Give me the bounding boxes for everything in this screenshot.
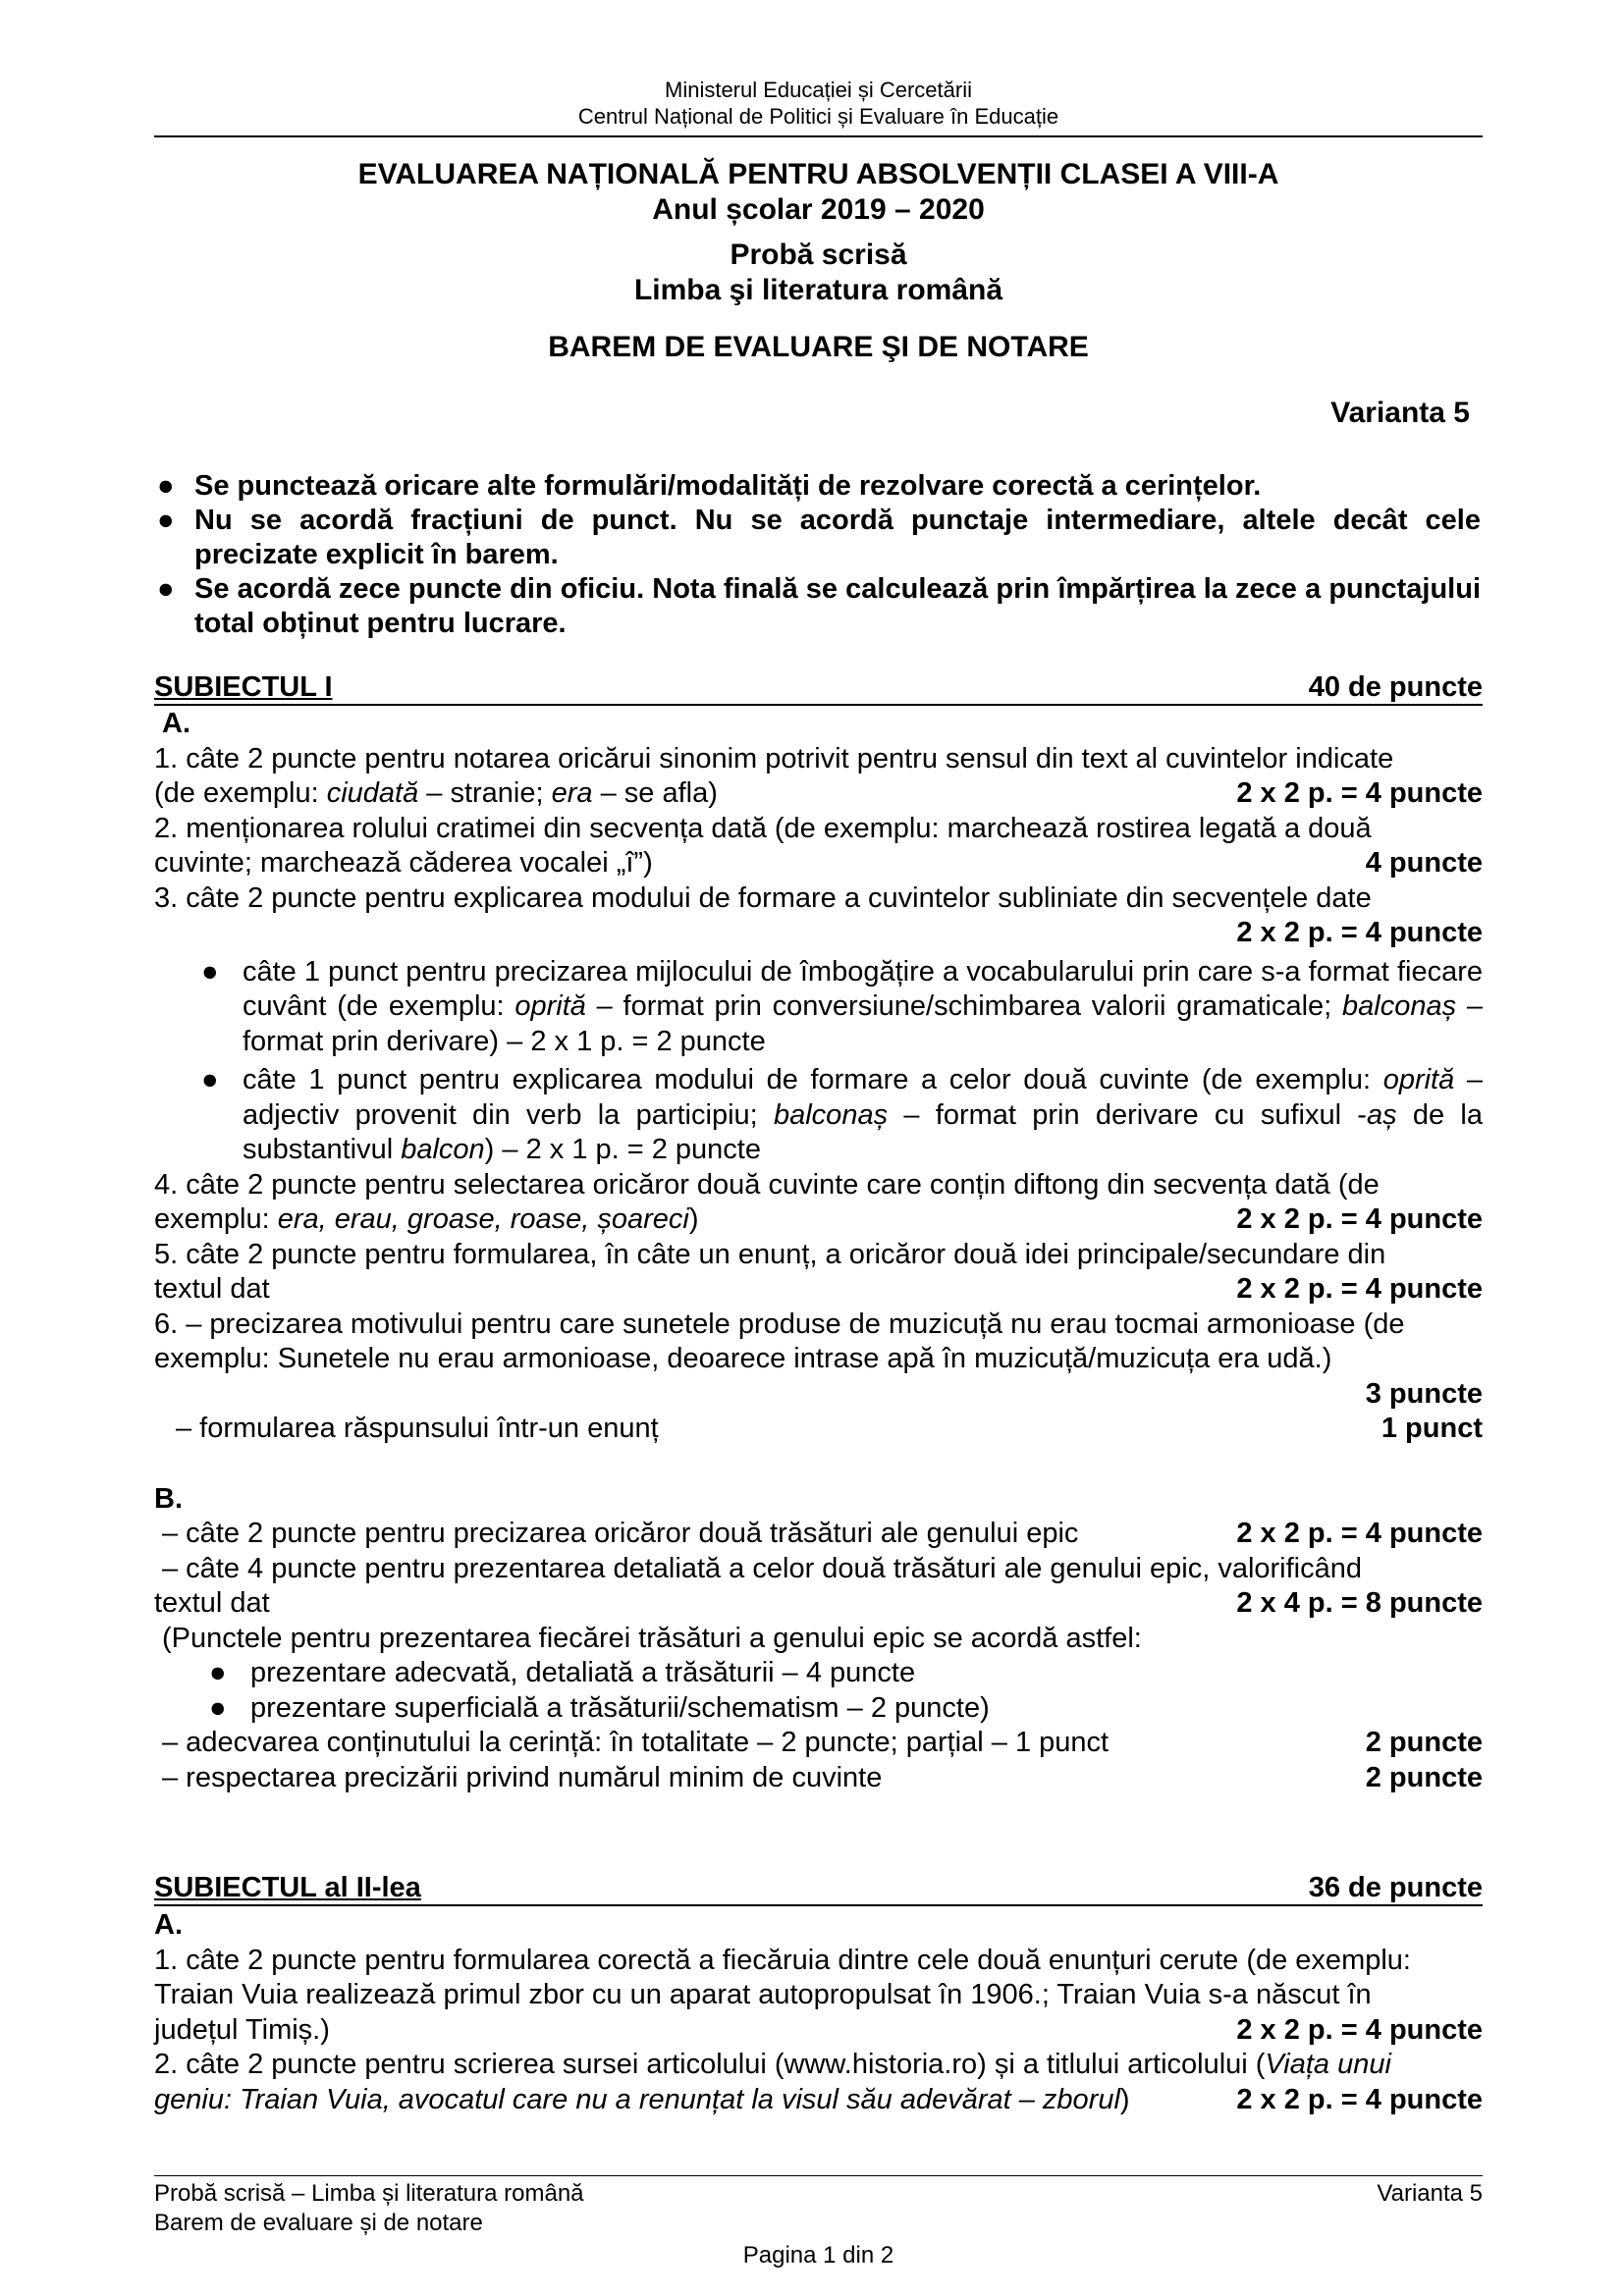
grading-rules: [157, 469, 1481, 641]
b3-line: (Punctele pentru prezentarea fiecărei trăsături a genului epic se acordă astfel:: [162, 1622, 1142, 1654]
s2-q1-line: 1. câte 2 puncte pentru formularea corectă a fiecăruia dintre cele două enunțuri cerute (de exemplu:: [154, 1944, 1411, 1976]
bullet-icon: ●: [157, 470, 175, 502]
s2-q1-score: 2 x 2 p. = 4 puncte: [1236, 2013, 1483, 2046]
bullet-icon: ●: [201, 955, 219, 988]
part-a-label: A.: [154, 1909, 183, 1941]
subiect-2-points: 36 de puncte: [1308, 1872, 1483, 1903]
b5-score: 2 puncte: [1365, 1761, 1483, 1793]
bullet-icon: ●: [209, 1657, 227, 1688]
q5-line-2: textul dat 2 x 2 p. = 4 puncte: [154, 1272, 1483, 1308]
q4-line-2: exemplu: era, erau, groase, roase, șoareci) 2 x 2 p. = 4 puncte: [154, 1202, 1483, 1238]
subiect-1-title: SUBIECTUL I: [154, 671, 333, 703]
subiect-1-heading: [154, 670, 1483, 706]
q6-score-2: 1 punct: [1380, 1413, 1483, 1444]
rule-item: ● Nu se acordă fracțiuni de punct. Nu se acordă punctaje intermediare, altele decât cele precizate explicit în barem.: [157, 505, 1481, 570]
center-name: Centrul Național de Politici și Evaluare în Educație: [577, 104, 1059, 129]
ministry-name: Ministerul Educației și Cercetării: [665, 78, 972, 102]
subiect-1-body: [154, 707, 1483, 1795]
q3-score: 2 x 2 p. = 4 puncte: [1236, 917, 1483, 948]
q5-line: 5. câte 2 puncte pentru formularea, în câte un enunț, a oricăror două idei principale/secundare din: [154, 1238, 1386, 1270]
part-b-label: B.: [154, 1482, 183, 1515]
s2-q2-line: 2. câte 2 puncte pentru scrierea sursei articolului (www.historia.ro) și a titlului articolului (Viața unui: [154, 2049, 1391, 2080]
q4-line: 4. câte 2 puncte pentru selectarea oricăror două cuvinte care conțin diftong din secvența dată (de: [154, 1168, 1380, 1201]
b4-score: 2 puncte: [1365, 1727, 1483, 1758]
b2-line: – câte 4 puncte pentru prezentarea detaliată a celor două trăsături ale genului epic, valorificând: [162, 1552, 1363, 1584]
q2-line-2: cuvinte; marchează căderea vocalei „î”) 4 puncte: [154, 846, 1483, 881]
footer-exam: Probă scrisă – Limba și literatura română: [154, 2180, 584, 2207]
footer-barem: Barem de evaluare și de notare: [154, 2210, 483, 2236]
q3-line: 3. câte 2 puncte pentru explicarea modului de formare a cuvintelor subliniate din secvențele date: [154, 881, 1372, 914]
s2-q1-line-3: județul Timiș.) 2 x 2 p. = 4 puncte: [154, 2013, 1483, 2049]
footer: [154, 2179, 1483, 2238]
q3-bullet-1: ● câte 1 punct pentru precizarea mijlocului de îmbogățire a vocabularului prin care s-a format fiecare cuvânt (de exemplu: oprită – format prin conversiune/schimbarea valorii gramaticale; balconaș – format prin derivare) – 2 x 1 p. = 2 puncte: [201, 955, 1483, 1060]
subiect-1-points: 40 de puncte: [1308, 671, 1483, 703]
title-line-1: EVALUAREA NAȚIONALĂ PENTRU ABSOLVENȚII CLASEI A VIII-A: [357, 158, 1279, 190]
q1-line: 1. câte 2 puncte pentru notarea oricărui sinonim potrivit pentru sensul din text al cuvintelor indicate: [154, 742, 1394, 774]
q2-line: 2. menționarea rolului cratimei din secvența dată (de exemplu: marchează rostirea legată a două: [154, 812, 1372, 844]
footer-varianta: Varianta 5: [1377, 2180, 1483, 2207]
header-rule: [154, 135, 1483, 137]
q6-line-2: exemplu: Sunetele nu erau armonioase, deoarece intrase apă în muzicuță/muzicuța era udă.): [154, 1343, 1332, 1374]
q6-line-3: – formularea răspunsului într-un enunț 1 punct: [154, 1412, 1483, 1447]
title-block: [154, 157, 1483, 365]
bullet-icon: ●: [157, 505, 175, 536]
title-line-3: Probă scrisă: [730, 239, 907, 271]
bullet-icon: ●: [201, 1064, 219, 1095]
b3-sub-1: ● prezentare adecvată, detaliată a trăsăturii – 4 puncte: [209, 1656, 1483, 1691]
q5-score: 2 x 2 p. = 4 puncte: [1236, 1273, 1483, 1305]
subiect-2-body: [154, 1908, 1483, 2117]
q4-score: 2 x 2 p. = 4 puncte: [1236, 1203, 1483, 1235]
q1-score: 2 x 2 p. = 4 puncte: [1236, 777, 1483, 809]
s2-q2-line-2: geniu: Traian Vuia, avocatul care nu a renunțat la visul său adevărat – zborul) 2 x 2 p. = 4 puncte: [154, 2083, 1483, 2118]
bullet-icon: ●: [209, 1691, 227, 1724]
bullet-icon: ●: [157, 573, 175, 605]
subiect-2-title: SUBIECTUL al II-lea: [154, 1872, 421, 1903]
subiect-2-heading: [154, 1871, 1483, 1906]
b5-line: – respectarea precizării privind numărul minim de cuvinte 2 puncte: [154, 1761, 1483, 1796]
q6-line: 6. – precizarea motivului pentru care sunetele produse de muzicuță nu erau tocmai armonioase (de: [154, 1308, 1405, 1340]
q1-line-2: (de exemplu: ciudată – stranie; era – se afla) 2 x 2 p. = 4 puncte: [154, 776, 1483, 812]
b4-line: – adecvarea conținutului la cerință: în totalitate – 2 puncte; parțial – 1 punct 2 puncte: [154, 1726, 1483, 1761]
b2-score: 2 x 4 p. = 8 puncte: [1236, 1587, 1483, 1619]
b1-line: – câte 2 puncte pentru precizarea oricăror două trăsături ale genului epic 2 x 2 p. = 4 puncte: [154, 1517, 1483, 1552]
b3-sub-2: ● prezentare superficială a trăsăturii/schematism – 2 puncte): [209, 1691, 1483, 1727]
title-line-4: Limba şi literatura română: [633, 274, 1003, 306]
rule-item: ● Se punctează oricare alte formulări/modalități de rezolvare corectă a cerințelor.: [157, 470, 1262, 502]
b1-score: 2 x 2 p. = 4 puncte: [1236, 1518, 1483, 1549]
s2-q1-line-2: Traian Vuia realizează primul zbor cu un aparat autopropulsat în 1906.; Traian Vuia s-a născut în: [154, 1979, 1372, 2010]
part-a-label: A.: [162, 708, 190, 739]
q3-bullet-2: ● câte 1 punct pentru explicarea modului de formare a celor două cuvinte (de exemplu: oprită – adjectiv provenit din verb la participiu; balconaș – format prin derivare cu sufixul -aș de la substantivul balcon) – 2 x 1 p. = 2 puncte: [201, 1063, 1483, 1168]
q2-score: 4 puncte: [1365, 847, 1483, 879]
b2-line-2: textul dat 2 x 4 p. = 8 puncte: [154, 1586, 1483, 1622]
page-number: Pagina 1 din 2: [742, 2242, 894, 2269]
q6-score-1: 3 puncte: [1365, 1377, 1483, 1410]
ministry-header: [154, 77, 1483, 130]
s2-q2-score: 2 x 2 p. = 4 puncte: [1236, 2083, 1483, 2115]
title-line-5: BAREM DE EVALUARE ŞI DE NOTARE: [548, 331, 1089, 363]
varianta-label: Varianta 5: [1330, 397, 1470, 429]
rule-item: ● Se acordă zece puncte din oficiu. Nota finală se calculează prin împărțirea la zece a punctajului total obținut pentru lucrare.: [157, 573, 1481, 639]
title-line-2: Anul școlar 2019 – 2020: [652, 193, 985, 226]
footer-rule: [154, 2175, 1483, 2176]
